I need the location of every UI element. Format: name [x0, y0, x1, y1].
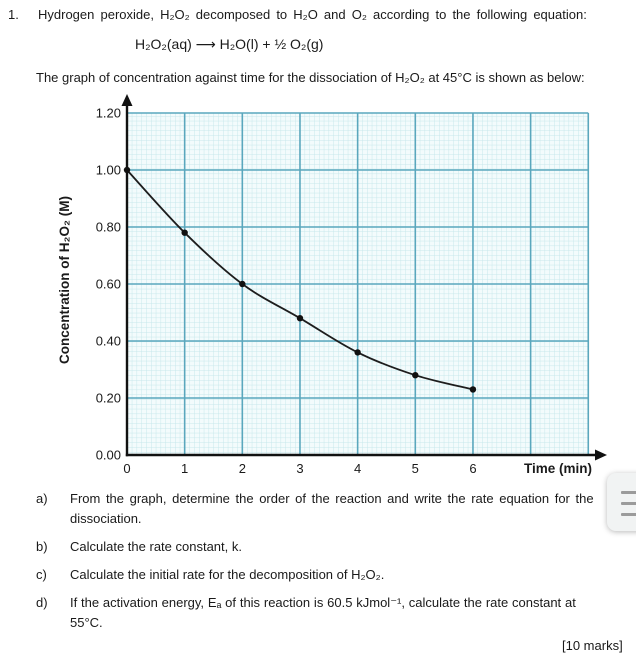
part-text-line: Calculate the rate constant, k.: [70, 539, 242, 554]
x-tick-label: 3: [296, 461, 304, 476]
y-tick-label: 0.20: [95, 390, 121, 406]
y-tick-label: 0.40: [95, 333, 121, 349]
y-axis-arrow-icon: [122, 94, 133, 106]
y-tick-label: 0.60: [95, 276, 121, 292]
part-label: d): [36, 595, 48, 610]
question-part-a: [36, 489, 612, 529]
part-text-line: dissociation.: [70, 511, 142, 526]
x-tick-label: 4: [354, 461, 362, 476]
y-tick-label: 0.80: [95, 219, 121, 235]
data-point: [297, 315, 303, 321]
question-number: 1.: [8, 7, 19, 22]
data-point: [124, 167, 130, 173]
chemical-equation: H₂O₂(aq) ⟶ H₂O(l) + ½ O₂(g): [135, 36, 324, 52]
data-point: [239, 281, 245, 287]
part-text-line: If the activation energy, Eₐ of this reaction is 60.5 kJmol⁻¹, calculate the rate constant at: [70, 595, 576, 610]
question-parts: [36, 489, 612, 641]
part-label: c): [36, 567, 47, 582]
floating-menu-button[interactable]: [607, 473, 636, 531]
y-tick-label: 0.00: [95, 447, 121, 463]
x-axis-title: Time (min): [523, 461, 592, 476]
data-point: [181, 230, 187, 236]
y-tick-label: 1.20: [95, 105, 121, 121]
part-text-line: From the graph, determine the order of the reaction and write the rate equation for the: [70, 491, 594, 506]
part-label: a): [36, 491, 48, 506]
x-tick-label: 2: [238, 461, 246, 476]
x-tick-label: 1: [181, 461, 189, 476]
x-tick-label: 0: [123, 461, 131, 476]
data-point: [412, 372, 418, 378]
x-axis-arrow-icon: [595, 450, 607, 461]
question-intro-text: Hydrogen peroxide, H₂O₂ decomposed to H₂O and O₂ according to the following equation:: [38, 7, 587, 22]
marks-label: [10 marks]: [562, 638, 623, 653]
part-label: b): [36, 539, 48, 554]
question-part-d: [36, 593, 612, 633]
data-point: [354, 349, 360, 355]
data-point: [470, 386, 476, 392]
y-axis-title: Concentration of H₂O₂ (M): [57, 196, 72, 364]
y-tick-label: 1.00: [95, 162, 121, 178]
part-text-line: Calculate the initial rate for the decomposition of H₂O₂.: [70, 567, 385, 582]
question-part-b: [36, 537, 612, 557]
x-tick-label: 6: [469, 461, 477, 476]
x-tick-label: 5: [411, 461, 419, 476]
graph-caption: The graph of concentration against time for the dissociation of H₂O₂ at 45°C is shown as below:: [36, 70, 585, 85]
part-text-line: 55°C.: [70, 615, 103, 630]
question-part-c: [36, 565, 612, 585]
concentration-time-chart: [55, 92, 610, 487]
